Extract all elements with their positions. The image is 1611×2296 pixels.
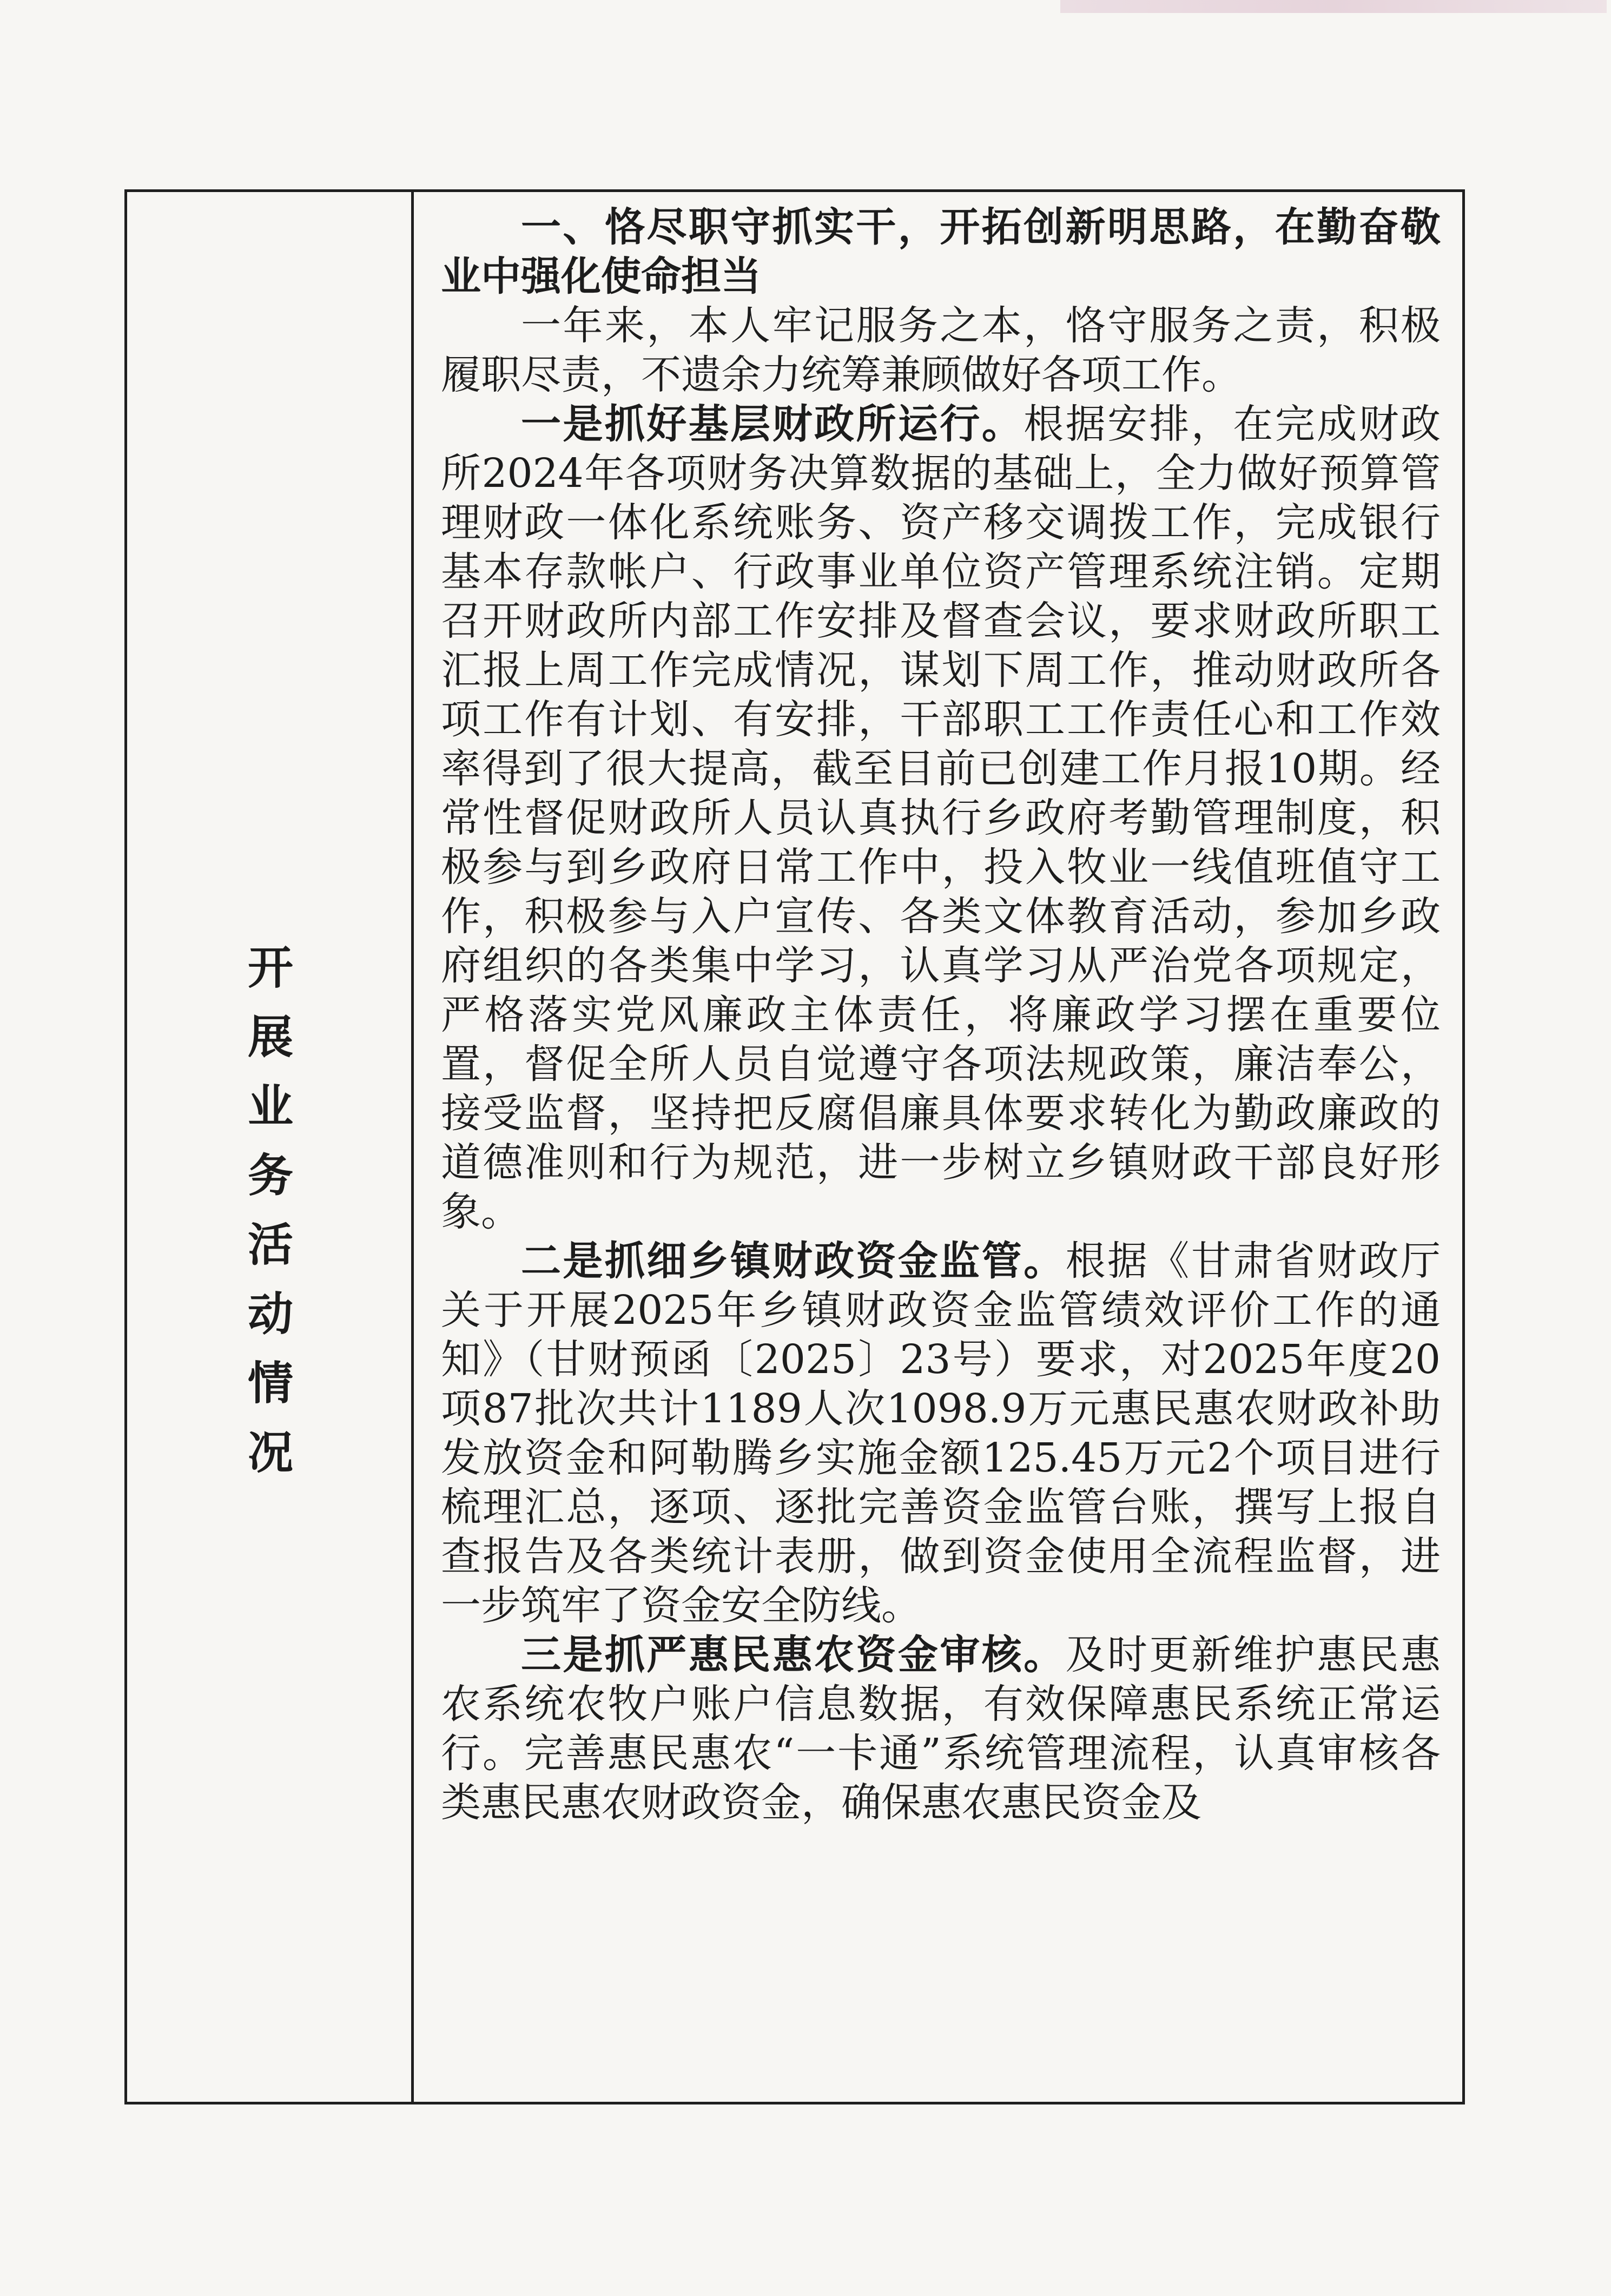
intro-paragraph: 一年来，本人牢记服务之本，恪守服务之责，积极履职尽责，不遗余力统筹兼顾做好各项工作。 xyxy=(441,302,1441,398)
section-heading: 一、恪尽职守抓实干，开拓创新明思路，在勤奋敬业中强化使命担当 xyxy=(441,204,1441,300)
item-lead-2: 二是抓细乡镇财政资金监管。 xyxy=(521,1238,1066,1284)
item-paragraph-2 xyxy=(441,1237,1441,1631)
item-text-3: 及时更新维护惠民惠农系统农牧户账户信息数据，有效保障惠民系统正常运行。完善惠民惠农“一卡通”系统管理流程，认真审核各类惠民惠农财政资金，确保惠农惠民资金及 xyxy=(441,1632,1441,1826)
item-text-2: 根据《甘肃省财政厅关于开展2025年乡镇财政资金监管绩效评价工作的通知》（甘财预函〔2025〕23号）要求，对2025年度20项87批次共计1189人次1098.9万元惠民惠农财政补助发放资金和阿勒腾乡实施金额125.45万元2个项目进行梳理汇总，逐项、逐批完善资金监管台账，撰写上报自查报告及各类统计表册，做到资金使用全流程监督，进一步筑牢了资金安全防线。 xyxy=(441,1238,1441,1629)
item-lead-1: 一是抓好基层财政所运行。 xyxy=(521,401,1024,447)
scan-edge-mark xyxy=(1060,0,1607,13)
label-column xyxy=(127,192,414,2102)
item-paragraph-3 xyxy=(441,1631,1441,1827)
item-lead-3: 三是抓严惠民惠农资金审核。 xyxy=(521,1632,1066,1678)
form-table xyxy=(124,189,1465,2104)
item-text-1: 根据安排，在完成财政所2024年各项财务决算数据的基础上，全力做好预算管理财政一体化系统账务、资产移交调拨工作，完成银行基本存款帐户、行政事业单位资产管理系统注销。定期召开财政所内部工作安排及督查会议，要求财政所职工汇报上周工作完成情况，谋划下周工作，推动财政所各项工作有计划、有安排，干部职工工作责任心和工作效率得到了很大提高，截至目前已创建工作月报10期。经常性督促财政所人员认真执行乡政府考勤管理制度，积极参与到乡政府日常工作中，投入牧业一线值班值守工作，积极参与入户宣传、各类文体教育活动，参加乡政府组织的各类集中学习，认真学习从严治党各项规定，严格落实党风廉政主体责任，将廉政学习摆在重要位置，督促全所人员自觉遵守各项法规政策，廉洁奉公，接受监督，坚持把反腐倡廉具体要求转化为勤政廉政的道德准则和行为规范，进一步树立乡镇财政干部良好形象。 xyxy=(441,401,1441,1235)
row-label: 开展业务活动情况 xyxy=(247,941,293,1479)
item-paragraph-1 xyxy=(441,400,1441,1237)
content-column xyxy=(414,192,1462,2102)
